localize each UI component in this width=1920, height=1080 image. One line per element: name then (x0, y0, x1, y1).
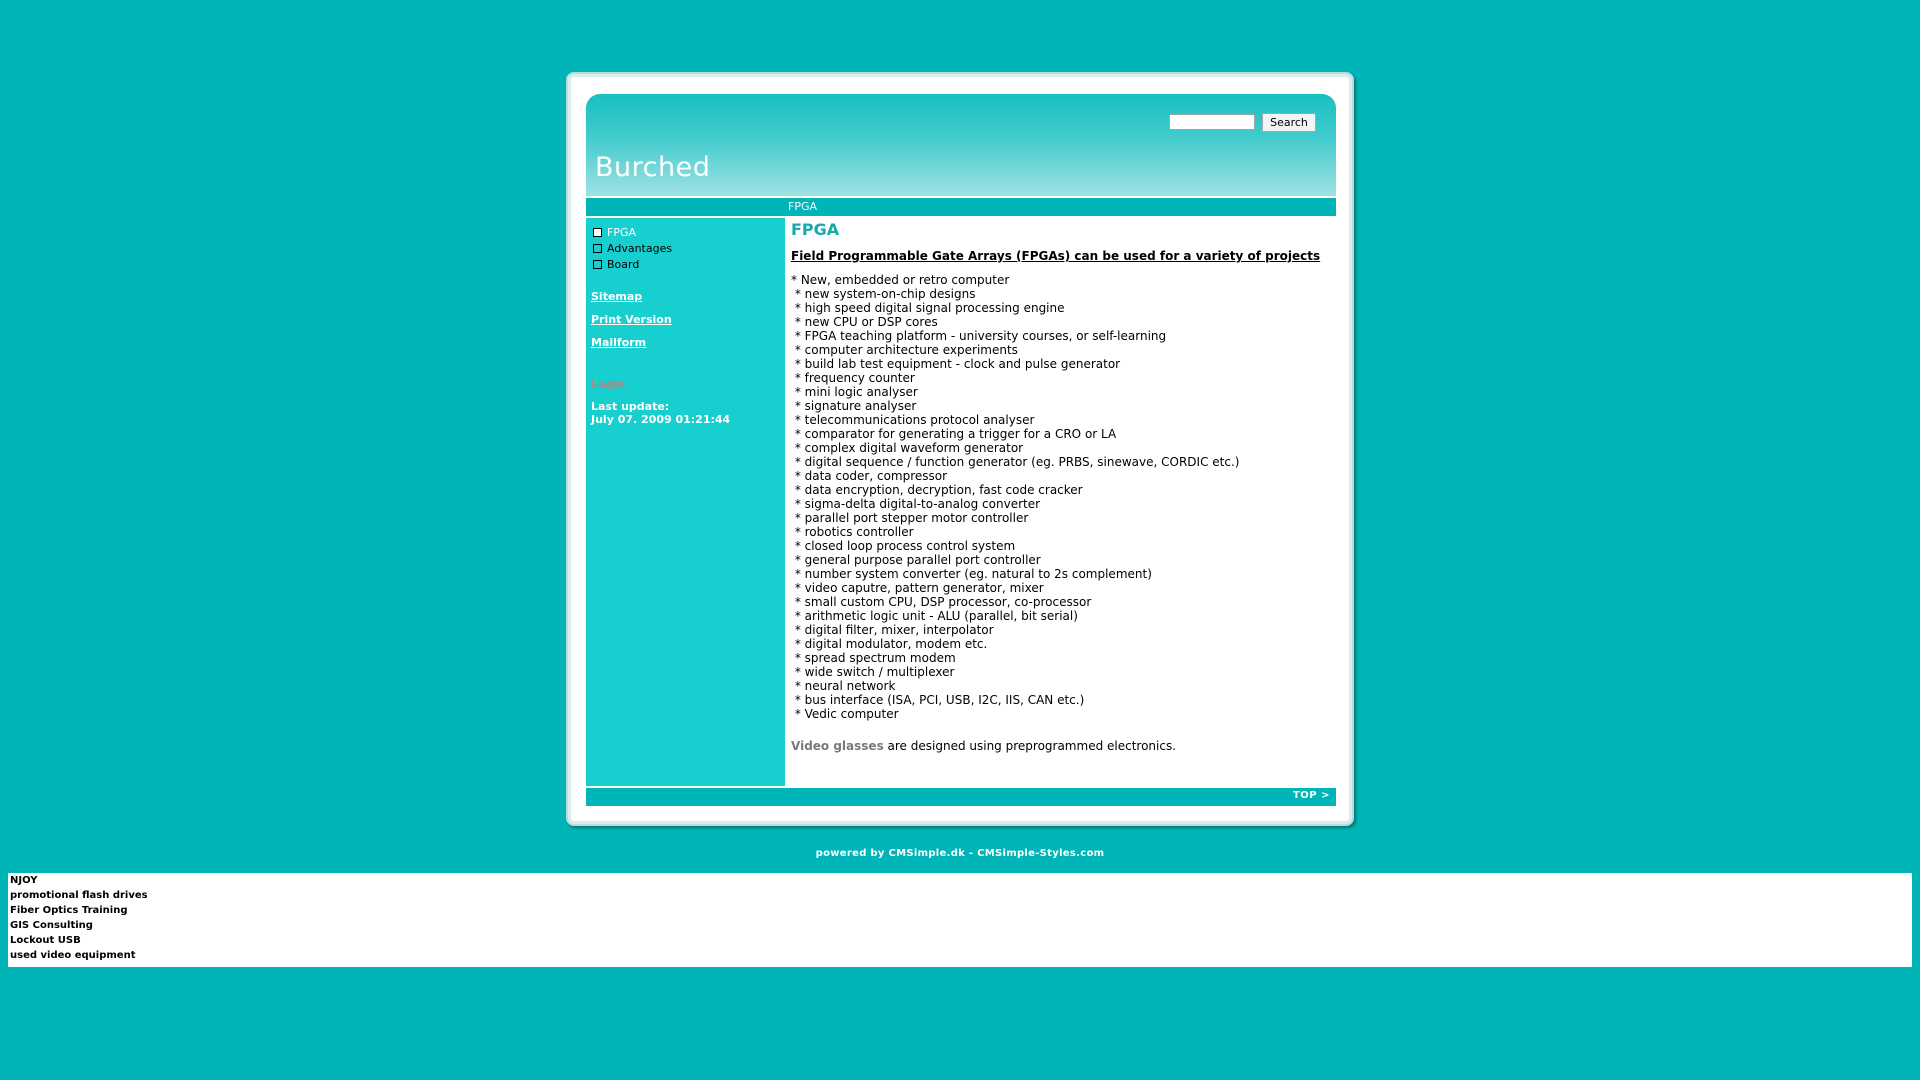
print-version-link[interactable]: Print Version (591, 313, 672, 326)
list-item: * video caputre, pattern generator, mixer (791, 581, 1044, 595)
list-item: * Vedic computer (791, 707, 899, 721)
sidebar-item-advantages[interactable] (593, 240, 672, 256)
ad-link[interactable]: Lockout USB (10, 935, 81, 946)
sidebar-item-label: Advantages (607, 241, 673, 255)
list-item: * closed loop process control system (791, 539, 1016, 553)
list-item: * number system converter (eg. natural to 2s complement) (791, 567, 1152, 581)
list-item: * frequency counter (791, 371, 915, 385)
list-item: * wide switch / multiplexer (791, 665, 955, 679)
site-title: Burched (595, 152, 711, 183)
ad-link[interactable]: GIS Consulting (10, 920, 93, 931)
footnote (791, 739, 1176, 753)
page-title: FPGA (791, 220, 840, 239)
bottom-bar (586, 788, 1336, 806)
search-input[interactable] (1169, 114, 1255, 130)
top-link[interactable]: TOP > (1292, 790, 1330, 801)
list-item: * neural network (791, 679, 896, 693)
video-glasses-link[interactable]: Video glasses (791, 739, 884, 753)
list-item: * digital sequence / function generator (eg. PRBS, sinewave, CORDIC etc.) (791, 455, 1240, 469)
search-button[interactable]: Search (1262, 113, 1316, 132)
page-container (566, 72, 1354, 826)
list-item: * new CPU or DSP cores (791, 315, 938, 329)
list-item: * arithmetic logic unit - ALU (parallel, bit serial) (791, 609, 1078, 623)
breadcrumb (586, 198, 1336, 216)
list-item: * new system-on-chip designs (791, 287, 976, 301)
sidebar-item-board[interactable] (593, 256, 672, 272)
last-update-value: July 07. 2009 01:21:44 (591, 413, 731, 426)
list-item: * build lab test equipment - clock and pulse generator (791, 357, 1121, 371)
list-item: * telecommunications protocol analyser (791, 413, 1035, 427)
sidebar-item-fpga[interactable] (593, 224, 672, 240)
project-list (791, 273, 1239, 721)
list-item: * robotics controller (791, 525, 914, 539)
ad-link[interactable]: promotional flash drives (10, 890, 148, 901)
list-item: * sigma-delta digital-to-analog converter (791, 497, 1041, 511)
last-update-label: Last update: (591, 400, 670, 413)
list-item: * small custom CPU, DSP processor, co-processor (791, 595, 1092, 609)
square-bullet-icon (593, 244, 602, 253)
list-item: * data coder, compressor (791, 469, 948, 483)
login-link[interactable]: Login (591, 378, 626, 391)
sidebar-item-label: FPGA (607, 225, 637, 239)
list-item: * general purpose parallel port controller (791, 553, 1041, 567)
list-item: * mini logic analyser (791, 385, 918, 399)
list-item: * computer architecture experiments (791, 343, 1018, 357)
sidebar-menu (593, 224, 672, 272)
list-item: * digital modulator, modem etc. (791, 637, 988, 651)
ad-link[interactable]: used video equipment (10, 950, 136, 961)
sidebar-item-label: Board (607, 257, 640, 271)
ad-link[interactable]: Fiber Optics Training (10, 905, 128, 916)
list-item: * bus interface (ISA, PCI, USB, I2C, IIS, CAN etc.) (791, 693, 1085, 707)
square-bullet-icon (593, 228, 602, 237)
list-item: * spread spectrum modem (791, 651, 956, 665)
footnote-text: are designed using preprogrammed electronics. (883, 739, 1177, 753)
list-item: * complex digital waveform generator (791, 441, 1024, 455)
content-subheading: Field Programmable Gate Arrays (FPGAs) can be used for a variety of projects (791, 249, 1321, 263)
list-item: * comparator for generating a trigger for a CRO or LA (791, 427, 1117, 441)
list-item: * digital filter, mixer, interpolator (791, 623, 994, 637)
ad-link[interactable]: NJOY (10, 875, 38, 886)
breadcrumb-current[interactable]: FPGA (788, 200, 818, 213)
list-item: * high speed digital signal processing engine (791, 301, 1065, 315)
list-item: * FPGA teaching platform - university courses, or self-learning (791, 329, 1167, 343)
list-item: * New, embedded or retro computer (791, 273, 1010, 287)
mailform-link[interactable]: Mailform (591, 336, 647, 349)
powered-by-footer[interactable]: powered by CMSimple.dk - CMSimple-Styles.com (815, 848, 1105, 859)
square-bullet-icon (593, 260, 602, 269)
header (586, 94, 1336, 196)
sidebar (586, 218, 785, 786)
list-item: * parallel port stepper motor controller (791, 511, 1029, 525)
main-content (791, 218, 1331, 786)
last-update (591, 400, 730, 426)
ad-links-panel (8, 873, 1912, 967)
list-item: * signature analyser (791, 399, 917, 413)
sitemap-link[interactable]: Sitemap (591, 290, 643, 303)
list-item: * data encryption, decryption, fast code cracker (791, 483, 1083, 497)
